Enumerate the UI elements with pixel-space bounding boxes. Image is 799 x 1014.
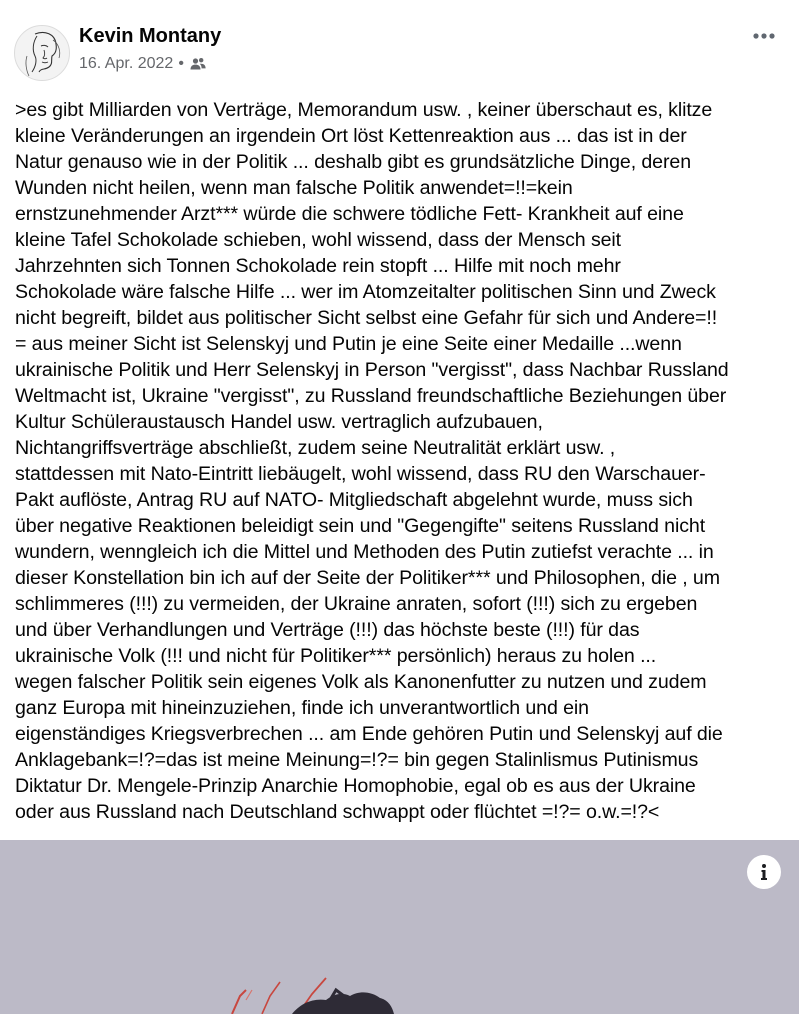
author-name[interactable]: Kevin Montany [79,25,222,47]
meta-separator: • [178,55,184,72]
sketch-face-avatar-icon [15,26,69,80]
post-date[interactable]: 16. Apr. 2022 [79,55,174,72]
post-image[interactable] [0,840,799,1014]
avatar[interactable] [14,25,70,81]
post-image-artwork [0,840,799,1014]
info-button[interactable] [747,855,781,889]
post-header [0,0,799,90]
more-options-button[interactable] [748,24,780,48]
friends-icon[interactable] [189,55,207,73]
post-meta [79,55,207,73]
more-options-icon [748,24,780,48]
info-icon [747,855,781,889]
post-body-text: >es gibt Milliarden von Verträge, Memorandum usw. , keiner überschaut es, klitze kleine Veränderungen an irgendein Ort löst Kettenreaktion aus ... das ist in der Natur genauso wie in der Politik ... deshalb gibt es grundsätzliche Dinge, deren Wunden nicht heilen, wenn man falsche Politik anwendet=!!=kein ernstzunehmender Arzt*** würde die schwere tödliche Fett- Krankheit auf eine kleine Tafel Schokolade schieben, wohl wissend, dass der Mensch seit Jahrzehnten sich Tonnen Schokolade rein stopft ... Hilfe mit noch mehr Schokolade wäre falsche Hilfe ... wer im Atomzeitalter politischen Sinn und Zweck nicht begreift, bildet aus politischer Sicht selbst eine Gefahr für sich und Andere=!! = aus meiner Sicht ist Selenskyj und Putin je eine Seite einer Medaille ...wenn ukrainische Politik und Herr Selenskyj in Person "vergisst", dass Nachbar Russland Weltmacht ist, Ukraine "vergisst", zu Russland freundschaftliche Beziehungen über Kultur Schüleraustausch Handel usw. vertraglich aufzubauen, Nichtangriffsverträge abschließt, zudem seine Neutralität erklärt usw. , stattdessen mit Nato-Eintritt liebäugelt, wohl wissend, dass RU den Warschauer- Pakt auflöste, Antrag RU auf NATO- Mitgliedschaft abgelehnt wurde, muss sich über negative Reaktionen beleidigt sein und "Gegengifte" seitens Russland nicht wundern, wenngleich ich die Mittel und Methoden des Putin zutiefst verachte ... in dieser Konstellation bin ich auf der Seite der Politiker*** und Philosophen, die , um schlimmeres (!!!) zu vermeiden, der Ukraine anraten, sofort (!!!) sich zu ergeben und über Verhandlungen und Verträge (!!!) das höchste beste (!!!) für das ukrainische Volk (!!! und nicht für Politiker*** persönlich) heraus zu holen ... wegen falscher Politik sein eigenes Volk als Kanonenfutter zu nutzen und zudem ganz Europa mit hineinzuziehen, finde ich unverantwortlich und ein eigenständiges Kriegsverbrechen ... am Ende gehören Putin und Selenskyj auf die Anklagebank=!?=das ist meine Meinung=!?= bin gegen Stalinlismus Putinismus Diktatur Dr. Mengele-Prinzip Anarchie Homophobie, egal ob es aus der Ukraine oder aus Russland nach Deutschland schwappt oder flüchtet =!?= o.w.=!?< [15,99,729,823]
